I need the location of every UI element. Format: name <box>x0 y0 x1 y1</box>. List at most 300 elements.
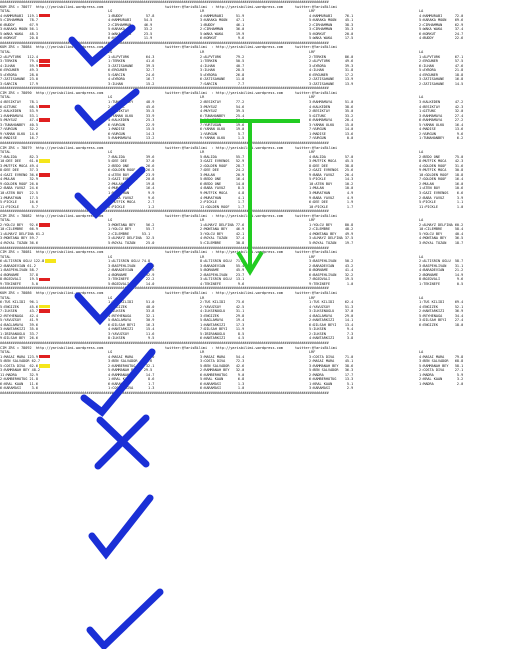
separator-line: ############################################################################################################################################################ <box>0 209 329 214</box>
cell-text: 10:ATEN BOY 10.2 <box>309 181 354 186</box>
table-cell <box>419 205 529 210</box>
cell-text: 3:KARAKA MOON 47.1 <box>200 18 245 23</box>
cell-text: 3:MONTANA BEY 56.2 <box>108 222 155 227</box>
cell-text: 3:MULAN 20.9 <box>200 172 245 177</box>
cell-text: 3:BEN SALVADOR 68.8 <box>419 359 464 364</box>
cell-text: 5:PICKLE 1.1 <box>419 200 464 205</box>
header-part: twitter:@YarisBilimi <box>295 145 338 150</box>
cell-text: 2:GAZI EVRENOS 25.6 <box>309 168 354 173</box>
header-part[interactable]: CIM ZRS = 78081 http://yarisbilimi.wordpress.com <box>0 250 104 255</box>
cell-text: 6:DEE DEE 1.9 <box>309 200 354 205</box>
column-header: LG <box>108 295 113 300</box>
cell-text: 9:TEKINEFE 1.0 <box>309 281 354 286</box>
cell-text: 3:WAKA WAKA 23.5 <box>108 31 153 36</box>
cell-text: 6:RAHMAMAYA 27.2 <box>419 118 464 123</box>
cell-text: 2:VURGUN 9.6 <box>419 131 464 136</box>
cell-text: 1:OZTUNC 32.0 <box>419 109 464 114</box>
cell-text: 2:BASPEHLIVAN 23.7 <box>200 272 245 277</box>
cell-text: 8:DEE DEE 37.3 <box>0 168 38 173</box>
cell-text: 10:PICKLE 1.7 <box>309 204 354 209</box>
column-header: LR <box>200 150 205 155</box>
cell-text: 4:MULAN 32.9 <box>0 177 38 182</box>
cell-text: 5:MUYSUZ 47.4 <box>0 118 38 123</box>
red-highlight-mark <box>39 278 50 282</box>
cell-text: 4:BORNAME 37.8 <box>0 272 38 277</box>
cell-text: 7:BOZOVALI 19.5 <box>309 277 354 282</box>
column-header: LA <box>419 150 424 155</box>
red-highlight-mark <box>39 105 50 109</box>
cell-text: 6:VURGUN 22.9 <box>108 122 155 127</box>
cell-text: 2:CIRHAMMAN 38.3 <box>309 22 354 27</box>
column-header: LG <box>108 150 113 155</box>
table-cell <box>419 36 529 41</box>
separator-line: ############################################################################################################################################################ <box>0 0 329 4</box>
cell-text: 4:MUYSUZ 39.5 <box>200 109 245 114</box>
cell-text: 10:GOLDEN ROOF 18.8 <box>419 172 464 177</box>
cell-text: 6:KAMBERHOTUG 13.3 <box>309 377 354 382</box>
cell-text: 4:HAMMURABI 54.5 <box>108 18 153 23</box>
separator-line: ############################################################################################################################################################ <box>0 86 329 91</box>
separator-line: ############################################################################################################################################################ <box>0 140 329 145</box>
column-header: LRF <box>309 350 316 355</box>
cell-text: 3:AYBORA 39.3 <box>309 63 354 68</box>
cell-text: 4:ILHAN 40.7 <box>200 63 245 68</box>
cell-text: 2:COSTA DIVA 27.1 <box>419 368 464 373</box>
cell-text: 6:ERGUNER 49.3 <box>0 68 38 73</box>
cell-text: 4:MURATHAN 16.4 <box>108 186 155 191</box>
cell-text: 4:ILKSENOGLU 31.1 <box>200 309 245 314</box>
cell-text: 4:REYHENAGA 32.1 <box>108 313 155 318</box>
cell-text: 4:KALKEDEN 38.6 <box>309 104 354 109</box>
header-part: twitter:@YarisBilimi : http://yarisbilimi.wordpress.com <box>165 291 284 295</box>
header-part: twitter:@YarisBilimi <box>295 90 338 95</box>
cell-text: 7:SARCIN 7.7 <box>200 81 245 86</box>
header-part: twitter:@YarisBilimi : http://yarisbilimi.wordpress.com <box>165 145 284 150</box>
cell-text: 5:PICKLE 16.6 <box>0 200 38 205</box>
cell-text: 4:MONTANA BEY 49.9 <box>309 231 354 236</box>
cell-text: 9:BABA YAVUZ 9.6 <box>108 195 155 200</box>
cell-text: 5:CIRHAMMAN 78.7 <box>0 18 38 23</box>
red-highlight-mark <box>39 59 50 63</box>
cell-text: 3:BEN SALVADOR 60.6 <box>108 359 153 364</box>
cell-text: 1:MASAI MARA 123.9 <box>0 354 38 359</box>
cell-text: 5:AYBORA 21.8 <box>419 68 464 73</box>
cell-text: 3:RAMMANAH BEY 38.6 <box>309 363 354 368</box>
cell-text: 6:GOLDEN ROOF 26.5 <box>108 168 155 173</box>
cell-text: 3:ALMAYZ DELFINA 37.5 <box>309 236 354 241</box>
red-highlight-mark <box>39 64 50 68</box>
red-highlight-mark <box>39 173 50 177</box>
cell-text: 2:ALMAYZ DELFINA 60.2 <box>419 222 464 227</box>
cell-text: 6:ERGUNER 17.2 <box>309 72 354 77</box>
cell-text: 6:ALTISRIN OGLU 122.8 <box>0 259 45 264</box>
cell-text: 4:HAMMURABI 76.1 <box>309 13 354 18</box>
cell-text: 2:BABA YAVUZ 3.9 <box>419 195 464 200</box>
cell-text: 5:RAMMANAH BEY 29.5 <box>108 368 153 373</box>
cell-text: 3:MUYSUZ 54.6 <box>200 104 245 109</box>
cell-text: 4:TEKINEFE 9.6 <box>200 281 245 286</box>
cell-text: 3:KARAKA MOON 56.1 <box>0 27 38 32</box>
cell-text: 4:YAVUZSOY 51.3 <box>309 304 354 309</box>
column-header: LR <box>200 50 205 55</box>
red-highlight-mark <box>39 14 50 18</box>
cell-text: 8:BORNAME 41.4 <box>309 268 354 273</box>
cell-text: 2:HANTARKIZI 36.9 <box>419 309 464 314</box>
cell-text: 2:CIRHAMMAN 62.9 <box>419 22 464 27</box>
cell-text: 5:KARAKA MOON 33.2 <box>108 27 153 32</box>
cell-text: 4:BABA YAVUZ 8.5 <box>200 186 245 191</box>
cell-text: 10:ATEN BOY 22.5 <box>0 190 38 195</box>
column-header: LRF <box>309 9 316 14</box>
cell-text: 7:BALIDA 82.3 <box>0 154 38 159</box>
cell-text: 6:KARAMASI 1.7 <box>108 381 155 386</box>
cell-text: 1:ALMAYZ DELFINA 61.2 <box>0 231 45 236</box>
cell-text: 2:HANTARKIZI 14.1 <box>309 318 354 323</box>
cell-text: 4:MASAI MARA 79.8 <box>419 354 464 359</box>
cell-text: 8:MUTFIK MOCA 42.3 <box>419 159 464 164</box>
cell-text: 4:ROYAL TOZAN 36.6 <box>0 240 38 245</box>
cell-text: 11:PICKLE 5.7 <box>0 204 38 209</box>
cell-text: 2:BARADEVIAN 36.6 <box>108 268 155 273</box>
separator-line: ############################################################################################################################################################ <box>0 286 329 291</box>
column-header: LR <box>200 350 205 355</box>
cell-text: 2:ENGIZEK 48.0 <box>108 304 155 309</box>
cell-text: 2:KRAL KAAN 3.2 <box>419 377 464 382</box>
header-part: twitter:@YarisBilimi : http://yarisbilimi.wordpress.com <box>165 4 284 9</box>
table-cell <box>419 336 529 341</box>
cell-text: 3:MASAI MARA 54.4 <box>200 354 245 359</box>
cell-text: 1:VURGUN 5.7 <box>200 131 245 136</box>
cell-text: 1:TUS KILIDI 51.0 <box>108 300 155 305</box>
cell-text: 1:TERKEN 50.5 <box>200 59 245 64</box>
column-header: LRF <box>309 95 316 100</box>
table-row <box>0 241 529 246</box>
cell-text: 6:BEDO ONE 14.0 <box>200 181 245 186</box>
red-highlight-mark <box>39 309 50 313</box>
cell-text: 4:HAMMURABI 51.9 <box>200 13 245 18</box>
cell-text: 7:DEE DEE 24.2 <box>200 168 245 173</box>
column-header: LA <box>419 254 424 259</box>
cell-text: 5:AYBORA 28.0 <box>0 72 38 77</box>
cell-text: 3:ILHAN 15.2 <box>108 81 155 86</box>
cell-text: 1:MURATHAN 9.9 <box>108 190 155 195</box>
cell-text: 4:ENGIZEK 52.1 <box>419 304 464 309</box>
separator-line: ############################################################################################################################################################ <box>0 245 329 250</box>
cell-text: 6:OZTUNC 68.5 <box>0 104 38 109</box>
cell-text: 3:BASPEHLIVAN 50.2 <box>309 259 354 264</box>
cell-text: 4:RAMMANAH BEY 14.7 <box>108 372 155 377</box>
column-header: LA <box>419 9 424 14</box>
cell-text: 6:KAMBERHOTUG 9.0 <box>200 372 245 377</box>
cell-text: 4:HAMMURABI 119.1 <box>0 13 38 18</box>
column-header: LG <box>108 95 113 100</box>
cell-text: 4:MONTANA BEY 36.5 <box>419 236 464 241</box>
cell-text: 1:TUNAHANBEY 48.9 <box>108 100 155 105</box>
cell-text: 5:WAKA WAKA 37.4 <box>419 27 464 32</box>
cell-text: 7:BALIDA 39.6 <box>108 154 155 159</box>
cell-text: 3:BESIKTAY 35.5 <box>108 109 155 114</box>
column-header: LRF <box>309 295 316 300</box>
cell-text: 1:IBIRANOGLU 33.7 <box>0 331 38 336</box>
header-part[interactable]: CIM ZRS = 78092 http://yarisbilimi.wordpress.com <box>0 345 104 350</box>
cell-text: 1:COSTA DIVA 1.3 <box>108 386 155 391</box>
header-part: twitter:@YarisBilimi <box>295 345 338 350</box>
cell-text: 3:ALMAYZ DELFINA 32.5 <box>108 236 155 241</box>
cell-text: 6:PICKLE 1.2 <box>108 204 155 209</box>
cell-text: 6:DILSAH BEYI 13.4 <box>309 322 354 327</box>
cell-text: 3:GAZI EVRENOS 52.9 <box>200 159 245 164</box>
column-header: LRF <box>309 50 316 55</box>
cell-text: 2:KAMBERHOTUG 21.8 <box>0 377 38 382</box>
column-header: LR <box>200 218 205 223</box>
cell-text: 1:BASPEHLIVAN 58.7 <box>0 268 38 273</box>
cell-text: 5:KARAKA MOON 69.6 <box>419 18 464 23</box>
cell-text: 6:MADISE 16.7 <box>0 136 38 141</box>
cell-text: 3:TUNAHANBEY 40.5 <box>0 122 38 127</box>
cell-text: 5:RAMMANAH BEY 58.1 <box>419 363 464 368</box>
cell-text: 2:REYHENAGA 42.4 <box>0 313 38 318</box>
cell-text: 6:KARAMASI 1.3 <box>200 381 245 386</box>
cell-text: 4:GOLDEN ROOF 31.6 <box>419 163 464 168</box>
cell-text: 4:HANTARKIZI 3.8 <box>309 336 354 341</box>
cell-text: 11:MADRA 32.9 <box>0 372 38 377</box>
cell-text: 3:HANTARKIZI 35.0 <box>0 327 38 332</box>
cell-text: 7:YURTUGAN 19.6 <box>200 122 245 127</box>
cell-text: 2:ALPVTURK 112.4 <box>0 54 38 59</box>
separator-line: ############################################################################################################################################################ <box>0 40 329 45</box>
cell-text: 3:ILKSENOGLU 37.0 <box>309 309 354 314</box>
separator-line: ############################################################################################################################################################ <box>0 341 329 346</box>
header-part[interactable]: KUM ZRS = 78086 http://yarisbilimi.wordpress.com <box>0 291 104 295</box>
cell-text: 1:RAHMAMAYA 53.1 <box>0 113 38 118</box>
cell-text: 5:DEE DEE 37.0 <box>108 159 155 164</box>
cell-text: 8:BOZOVALI 9.6 <box>419 277 464 282</box>
cell-text: 3:ROYAL TOZAN 18.7 <box>419 240 464 245</box>
cell-text: 1:ALTISRIN OGLU 74.8 <box>108 259 151 264</box>
cell-text: 2:ALPVTURK 79.2 <box>200 54 245 59</box>
cell-text: 11:PICKLE 1.0 <box>419 204 464 209</box>
cell-text: 6:ILHAN 47.6 <box>419 63 464 68</box>
cell-text: 5:ILKSEN 9.4 <box>309 327 354 332</box>
separator-line: ############################################################################################################################################################ <box>0 391 329 396</box>
column-header: LG <box>108 218 113 223</box>
header-part: twitter:@YarisBilimi : http://yarisbilimi.wordpress.com <box>165 250 284 255</box>
cell-text: 3:TERKEN 79.4 <box>0 59 38 64</box>
column-header: LA <box>419 295 424 300</box>
cell-text: 1:MADISE 15.5 <box>108 127 155 132</box>
cell-text: 2:CIRHAMMAN 46.9 <box>108 22 153 27</box>
cell-text: 4:BAGLAMAYA 39.6 <box>0 322 38 327</box>
cell-text: 2:MADRA 17.7 <box>309 372 354 377</box>
cell-text: 4:ATEN BOY 23.9 <box>108 172 155 177</box>
cell-text: 1:TERKEN 41.6 <box>108 59 155 64</box>
header-part: twitter:@YarisBilimi <box>295 45 338 50</box>
cell-text: 9:BABA YAVUZ 4.9 <box>309 195 354 200</box>
header-part[interactable]: CIM ZRS = 78079 http://yarisbilimi.wordpress.com <box>0 145 104 150</box>
cell-text: 5:YAMAN ULKU 16.4 <box>419 122 464 127</box>
cell-text: 3:ZATISAHANE 13.9 <box>309 81 354 86</box>
table-cell <box>419 241 529 246</box>
cell-text: 6:TUNAHANBEY 25.4 <box>200 113 245 118</box>
cell-text: 6:YAMAN ULKU 19.0 <box>200 127 245 132</box>
cell-text: 3:ZATISAHANE 39.5 <box>108 63 155 68</box>
cell-text: 6:TUS KILIDI 96.1 <box>0 300 38 305</box>
cell-text: 7:ZATISAHANE 23.0 <box>0 77 38 82</box>
column-header: TOTAL <box>0 50 11 55</box>
cell-text: 3:MUTFIK MOCA 45.5 <box>309 159 354 164</box>
cell-text: 4:ROYAL TOZAN 37.4 <box>200 236 245 241</box>
cell-text: 6:KORKUT 9.6 <box>200 36 245 41</box>
header-part: twitter:@YarisBilimi : http://yarisbilimi.wordpress.com <box>165 213 284 218</box>
cell-text: 1:TEKINEFE 0.5 <box>419 281 464 286</box>
cell-text: 4:KALKEDEN 25.3 <box>108 118 155 123</box>
cell-text: 5:REYHENAGA 34.4 <box>419 313 464 318</box>
cell-text: 2:TUS KILIDI 73.6 <box>200 300 245 305</box>
column-header: LG <box>108 50 113 55</box>
cell-text: 7:VURGUN 0.0 <box>309 136 354 141</box>
cell-text: 5:SARCIN 24.6 <box>108 72 155 77</box>
cell-text: 3:DILSAH BEYI 27.4 <box>419 318 464 323</box>
cell-text: 2:ZATISAHANE 14.5 <box>419 81 464 86</box>
cell-text: 2:TERKEN 86.0 <box>309 54 354 59</box>
cell-text: 6:DILSAH BEYI 16.3 <box>108 322 155 327</box>
column-header: TOTAL <box>0 9 11 14</box>
table-cell <box>419 282 529 287</box>
cell-text: 5:KORKUT 20.0 <box>309 31 354 36</box>
cell-text: 5:PICKLE 14.3 <box>309 177 354 182</box>
column-header: LRF <box>309 150 316 155</box>
cell-text: 8:ILKSEN 9.5 <box>108 336 155 341</box>
cell-text: 4:ILHAN 31.8 <box>309 68 354 73</box>
cell-text: 1:TUNAHANBEY 6.2 <box>419 136 464 141</box>
cell-text: 5:COSTA DIVA 62.6 <box>0 363 38 368</box>
cell-text: 3:MURATHAN 4.9 <box>309 190 354 195</box>
cell-text: 6:ERGUNER 32.7 <box>108 68 155 73</box>
cell-text: 5:BEN SALVADOR 36.3 <box>309 368 354 373</box>
cell-text: 7:VURGUN 14.0 <box>309 127 354 132</box>
cell-text: 1:MADISE 13.6 <box>309 131 354 136</box>
column-header: TOTAL <box>0 350 11 355</box>
header-part: twitter:@YarisBilimi <box>295 213 338 218</box>
cell-text: 3:ILHAN 28.5 <box>200 68 245 73</box>
column-header: TOTAL <box>0 218 11 223</box>
cell-text: 7:VURGUN 32.2 <box>0 127 38 132</box>
cell-text: 3:MUTFIK MOCA 49.4 <box>0 163 38 168</box>
cell-text: 3:YAVUZSOY 11.6 <box>108 331 155 336</box>
cell-text: 8:BOZOVALI 19.5 <box>0 277 38 282</box>
cell-text: 2:GOLDEN ROOF 28.7 <box>200 163 245 168</box>
cell-text: 2:BEDO ONE 26.6 <box>108 163 155 168</box>
cell-text: 2:BARADEVIAN 43.2 <box>309 263 354 268</box>
table-cell <box>419 136 529 141</box>
cell-text: 2:CIRHAMMAN 36.0 <box>200 27 245 32</box>
cell-text: 6:VURGUN 14.3 <box>108 131 155 136</box>
cell-text: 10:CILEMBRE 66.9 <box>0 227 38 232</box>
cell-text: 3:KARAMASI 2.9 <box>309 386 354 391</box>
cell-text: 2:CILEMBRE 48.2 <box>309 227 354 232</box>
column-header: LG <box>108 350 113 355</box>
header-part: twitter:@YarisBilimi <box>295 4 338 9</box>
cell-text: 2:ILKSEN 7.3 <box>309 331 354 336</box>
header-part: twitter:@YarisBilimi : http://yarisbilimi.wordpress.com <box>165 90 284 95</box>
yellow-highlight-mark <box>39 305 50 309</box>
cell-text: 1:MADRA 2.0 <box>419 381 464 386</box>
cell-text: 3:SARCIN 17.9 <box>0 81 38 86</box>
cell-text: 6:BUDDY 67.9 <box>0 22 38 27</box>
cell-text: 3:RAHMAMAYA 51.0 <box>309 100 354 105</box>
cell-text: 2:MASAI MARA 45.1 <box>309 359 354 364</box>
cell-text: 3:BASPEHLIVAN 46.6 <box>108 263 155 268</box>
cell-text: 7:DILSAH BEYI 11.9 <box>200 327 245 332</box>
cell-text: 7:ILKSEN 43.7 <box>0 309 38 314</box>
header-part: twitter:@YarisBilimi <box>295 291 338 295</box>
cell-text: 6:ENGIZEK 18.0 <box>419 322 464 327</box>
cell-text: 5:MUTFIK MOCA 2.7 <box>108 200 155 205</box>
cell-text: 4:MURATHAN 4.1 <box>200 195 245 200</box>
header-part[interactable]: KUM ZRS = 78077 http://yarisbilimi.wordpress.com <box>0 4 104 9</box>
cell-text: 5:ENGIZEK 45.6 <box>0 304 38 309</box>
cell-text: 1:BUDDY 57.8 <box>108 13 155 18</box>
cell-text: 5:BOZOVALI 14.0 <box>108 281 155 286</box>
table-cell <box>108 241 200 246</box>
cell-text: 2:BABA YAVUZ 24.6 <box>0 186 38 191</box>
cell-text: 4:BESIKTAY 42.3 <box>419 104 464 109</box>
cell-text: 5:WAKA WAKA 48.3 <box>0 31 38 36</box>
table-cell <box>419 82 529 87</box>
cell-text: 4:BESIKTAY 78.1 <box>0 100 38 105</box>
cell-text: 3:KALKEDEN 47.2 <box>419 100 464 105</box>
cell-text: 2:ALPVTURK 49.6 <box>309 59 354 64</box>
cell-text: 4:BARADEVIAN 21.2 <box>419 268 464 273</box>
header-part[interactable]: CIM ZRS = 78082 http://yarisbilimi.wordpress.com <box>0 213 104 218</box>
cell-text: 6:KORKUT 24.7 <box>419 31 464 36</box>
cell-text: 4:BAGLAMAYA 29.0 <box>309 313 354 318</box>
cell-text: 3:YOLCU BEY 42.1 <box>200 231 245 236</box>
cell-text: 6:KARAMASI 1.0 <box>200 386 245 391</box>
cell-text: 3:COSTA DIVA 72.3 <box>200 359 245 364</box>
header-part: twitter:@YarisBilimi <box>295 250 338 255</box>
cell-text: 4:ERGUNER 18.8 <box>419 72 464 77</box>
header-part[interactable]: KUM ZRS = 78084 http://yarisbilimi.wordpress.com <box>0 45 104 50</box>
cell-text: 7:GOLDEN ROOF 16.4 <box>419 177 464 182</box>
cell-text: 3:YAMAN ULKU 15.0 <box>309 122 354 127</box>
cell-text: 3:GAZI EVRENOS 6.6 <box>419 190 464 195</box>
cell-text: 3:ENGIZEK 29.8 <box>200 313 245 318</box>
cell-text: 2:MONTANA BEY 46.9 <box>200 227 245 232</box>
cell-text: 9:MUTFIK MOCA 30.8 <box>419 168 464 173</box>
cell-text: 2:KAMBERHOTUG 32.1 <box>108 363 155 368</box>
cell-text: 5:OZTUNC 33.2 <box>309 113 354 118</box>
cell-text: 1:TUS KILIDI 62.4 <box>309 300 354 305</box>
cell-text: 6:ZATISAHANE 11.8 <box>200 77 245 82</box>
column-header: TOTAL <box>0 95 11 100</box>
cell-text: 2:KALKEDEN 53.9 <box>0 109 38 114</box>
cell-text: 3:TEKINEFE 22.2 <box>108 277 155 282</box>
cell-text: 4:HAMMURABI 72.0 <box>419 13 464 18</box>
cell-text: 2:YOLCU BEY 92.6 <box>0 222 38 227</box>
cell-text: 2:MULAN 16.0 <box>419 181 464 186</box>
cell-text: 3:CIRHAMMAN 35.3 <box>309 27 354 32</box>
table-cell <box>0 241 108 246</box>
header-part: twitter:@YarisBilimi : http://yarisbilimi.wordpress.com <box>165 345 284 350</box>
header-part[interactable]: CIM ZRS = 78090 http://yarisbilimi.wordpress.com <box>0 90 104 95</box>
cell-text: 5:BORNAME 45.9 <box>200 268 245 273</box>
cell-text: 5:YAMAN ULKU 33.9 <box>108 113 155 118</box>
cell-text: 2:CILEMBRE 53.1 <box>108 231 151 236</box>
cell-text: 4:HANTARKIZI 15.4 <box>108 327 155 332</box>
cell-text: 2:BESIKTAY 35.0 <box>309 109 354 114</box>
cell-text: 10:CILEMBRE 58.4 <box>419 227 464 232</box>
